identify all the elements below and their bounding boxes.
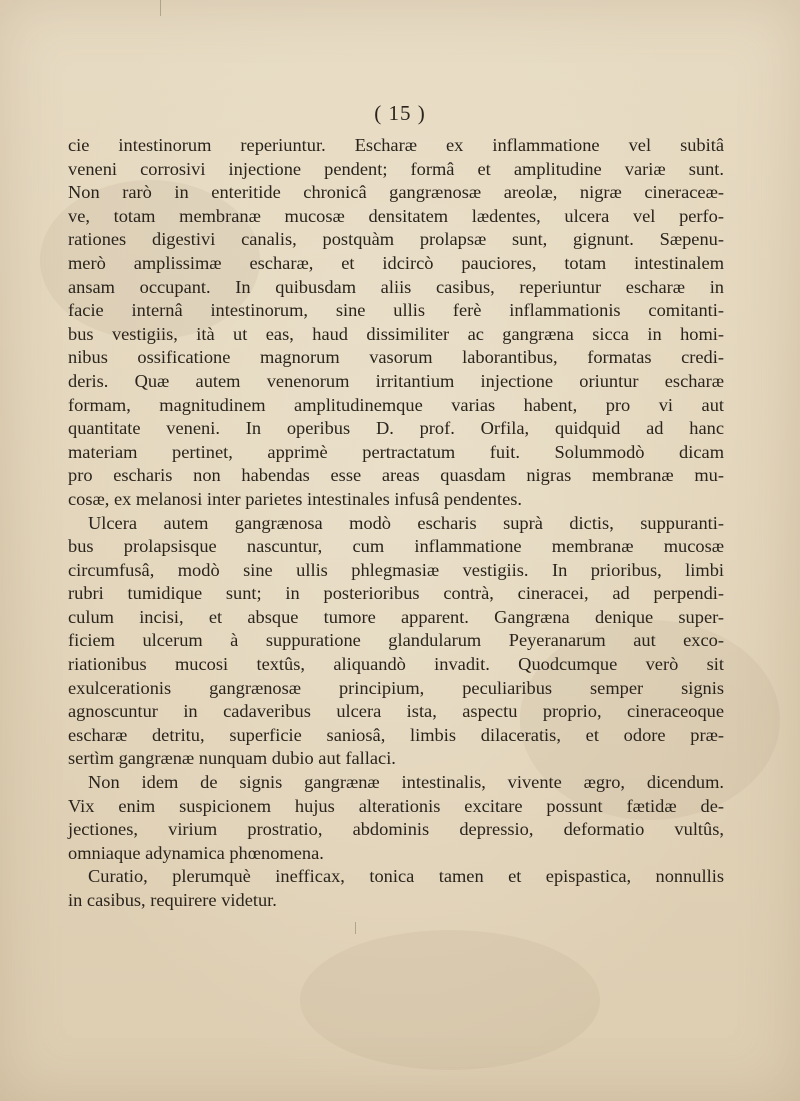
paper-mark bbox=[160, 0, 161, 16]
body-text bbox=[68, 134, 724, 913]
paragraph bbox=[68, 134, 724, 512]
text-line: riationibus mucosi textûs, aliquandò invadit. Quodcumque verò sit bbox=[68, 654, 724, 675]
text-line: formam, magnitudinem amplitudinemque varias habent, pro vi aut bbox=[68, 394, 724, 415]
text-line: quantitate veneni. In operibus D. prof. Orfila, quidquid ad hanc bbox=[68, 418, 724, 439]
text-line: ansam occupant. In quibusdam aliis casibus, reperiuntur escharæ in bbox=[68, 276, 724, 297]
paragraph bbox=[68, 865, 724, 912]
paper-stain bbox=[300, 930, 600, 1070]
text-line: Non idem de signis gangrænæ intestinalis, vivente ægro, dicendum. bbox=[88, 772, 724, 793]
text-line: agnoscuntur in cadaveribus ulcera ista, aspectu proprio, cineraceoque bbox=[68, 701, 724, 722]
text-line: Ulcera autem gangrænosa modò escharis suprà dictis, suppuranti- bbox=[88, 512, 724, 533]
text-line: rubri tumidique sunt; in posterioribus contrà, cineracei, ad perpendi- bbox=[68, 583, 724, 604]
text-line: ve, totam membranæ mucosæ densitatem lædentes, ulcera vel perfo- bbox=[68, 205, 724, 226]
text-line: Vix enim suspicionem hujus alterationis excitare possunt fætidæ de- bbox=[68, 795, 724, 816]
text-line: deris. Quæ autem venenorum irritantium injectione oriuntur escharæ bbox=[68, 370, 724, 391]
paper-mark bbox=[355, 922, 356, 934]
text-line: pro escharis non habendas esse areas quasdam nigras membranæ mu- bbox=[68, 465, 724, 486]
text-line: ficiem ulcerum à suppuratione glandularum Peyeranarum aut exco- bbox=[68, 630, 724, 651]
page-number: ( 15 ) bbox=[374, 101, 426, 125]
text-line: veneni corrosivi injectione pendent; formâ et amplitudine variæ sunt. bbox=[68, 158, 724, 179]
text-line: sertìm gangrænæ nunquam dubio aut fallaci. bbox=[68, 748, 396, 769]
text-line: rationes digestivi canalis, postquàm prolapsæ sunt, gignunt. Sæpenu- bbox=[68, 229, 724, 250]
text-line: bus prolapsisque nascuntur, cum inflammatione membranæ mucosæ bbox=[68, 536, 724, 557]
text-line: materiam pertinet, apprimè pertractatum fuit. Solummodò dicam bbox=[68, 441, 724, 462]
text-line: bus vestigiis, ità ut eas, haud dissimiliter ac gangræna sicca in homi- bbox=[68, 323, 724, 344]
text-line: exulcerationis gangrænosæ principium, peculiaribus semper signis bbox=[68, 677, 724, 698]
text-line: culum incisi, et absque tumore apparent. Gangræna denique super- bbox=[68, 606, 724, 627]
paragraph bbox=[68, 512, 724, 772]
text-line: cosæ, ex melanosi inter parietes intestinales infusâ pendentes. bbox=[68, 488, 523, 509]
text-line: Non rarò in enteritide chronicâ gangrænosæ areolæ, nigræ cineraceæ- bbox=[68, 182, 724, 203]
text-line: nibus ossificatione magnorum vasorum laborantibus, formatas credi- bbox=[68, 347, 724, 368]
text-line: facie internâ intestinorum, sine ullis ferè inflammationis comitanti- bbox=[68, 300, 724, 321]
paragraph bbox=[68, 771, 724, 865]
text-line: jectiones, virium prostratio, abdominis depressio, deformatio vultûs, bbox=[68, 819, 724, 840]
text-line: escharæ detritu, superficie saniosâ, limbis dilaceratis, et odore præ- bbox=[68, 724, 724, 745]
text-line: omniaque adynamica phœnomena. bbox=[68, 842, 324, 863]
text-line: merò amplissimæ escharæ, et idcircò pauciores, totam intestinalem bbox=[68, 252, 724, 273]
text-line: in casibus, requirere videtur. bbox=[68, 890, 277, 910]
text-line: Curatio, plerumquè inefficax, tonica tamen et epispastica, nonnullis bbox=[88, 866, 724, 887]
text-line: circumfusâ, modò sine ullis phlegmasiæ vestigiis. In prioribus, limbi bbox=[68, 559, 724, 580]
text-line: cie intestinorum reperiuntur. Escharæ ex inflammatione vel subitâ bbox=[68, 135, 724, 155]
